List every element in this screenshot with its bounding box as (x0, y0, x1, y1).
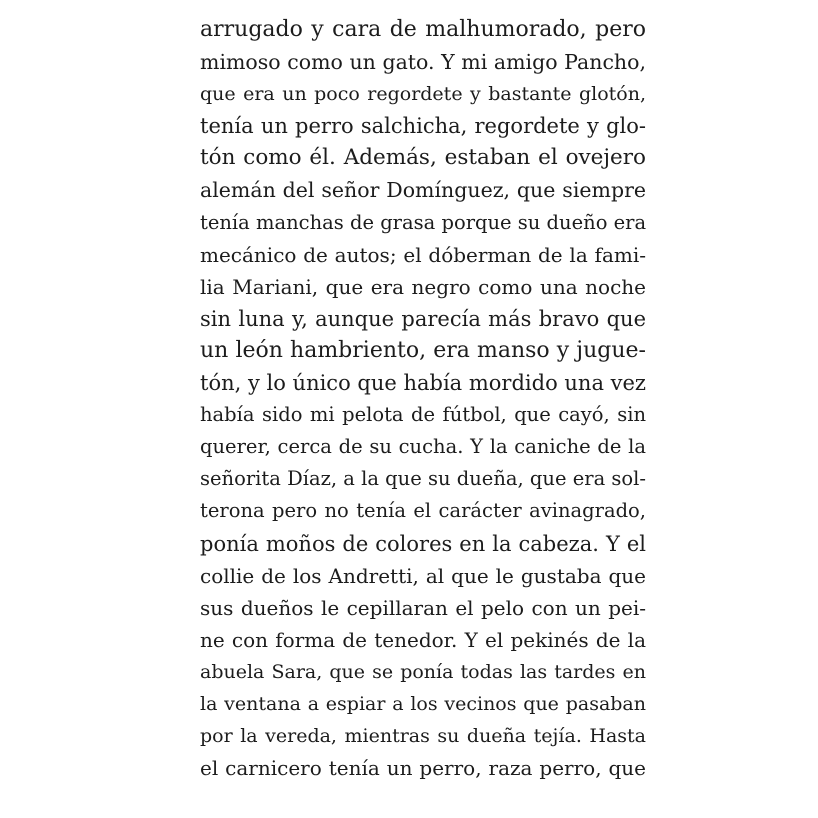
text-line: un león hambriento, era manso y jugue- (200, 337, 646, 363)
text-line: sus dueños le cepillaran el pelo con un pei- (200, 595, 646, 620)
text-line: querer, cerca de su cucha. Y la caniche de la (200, 435, 646, 459)
text-line: señorita Díaz, a la que su dueña, que era sol- (200, 467, 646, 491)
text-line: collie de los Andretti, al que le gustaba que (200, 563, 646, 588)
text-line: alemán del señor Domínguez, que siempre (200, 178, 646, 203)
text-line: tenía un perro salchicha, regordete y glo- (200, 114, 646, 139)
text-line: abuela Sara, que se ponía todas las tardes en (200, 660, 646, 683)
text-line: por la vereda, mientras su dueña tejía. Hasta (200, 725, 646, 748)
body-text (200, 14, 646, 784)
text-line: lia Mariani, que era negro como una noche (200, 274, 646, 299)
text-line: ponía moños de colores en la cabeza. Y el (200, 531, 646, 556)
text-line: había sido mi pelota de fútbol, que cayó, sin (200, 403, 646, 427)
text-line: sin luna y, aunque parecía más bravo que (200, 306, 646, 331)
text-line: terona pero no tenía el carácter avinagrado, (200, 499, 646, 523)
text-line: tenía manchas de grasa porque su dueño era (200, 210, 647, 234)
text-line: tón, y lo único que había mordido una vez (200, 371, 646, 396)
text-line: arrugado y cara de malhumorado, pero (200, 17, 646, 42)
text-line: tón como él. Además, estaban el ovejero (200, 145, 646, 171)
text-line: la ventana a espiar a los vecinos que pasaban (200, 692, 646, 715)
text-line: que era un poco regordete y bastante glotón, (200, 83, 646, 106)
text-line: mecánico de autos; el dóberman de la fami- (200, 242, 646, 267)
text-line: ne con forma de tenedor. Y el pekinés de la (200, 627, 646, 652)
text-line: el carnicero tenía un perro, raza perro, que (200, 756, 646, 781)
text-line: mimoso como un gato. Y mi amigo Pancho, (200, 50, 646, 75)
